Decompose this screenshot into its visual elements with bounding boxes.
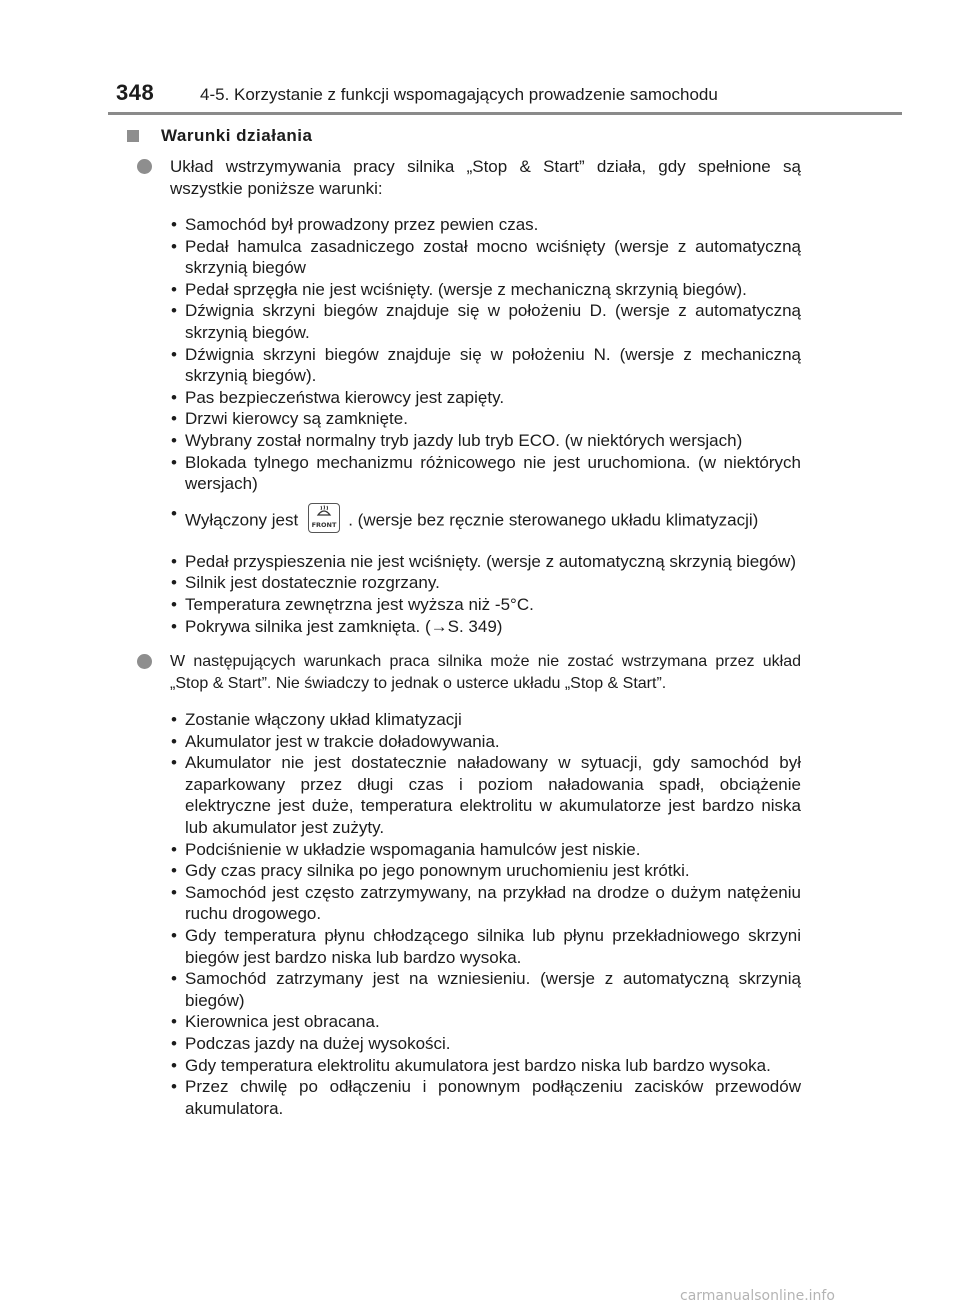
list-item: • Kierownica jest obracana. (170, 1011, 801, 1033)
list-item: • Dźwignia skrzyni biegów znajduje się w położeniu N. (wersje z mechaniczną skrzynią biegów). (170, 344, 801, 387)
list-item: • Podciśnienie w układzie wspomagania hamulców jest niskie. (170, 839, 801, 861)
page-number: 348 (116, 80, 155, 105)
exceptions-intro (127, 651, 801, 695)
page-header (108, 78, 902, 114)
front-icon-label: FRONT (311, 520, 337, 529)
section-title: Warunki działania (161, 126, 313, 145)
list-item: • Dźwignia skrzyni biegów znajduje się w położeniu D. (wersje z automatyczną skrzynią biegów. (170, 300, 801, 343)
list-item: • Samochód jest często zatrzymywany, na przykład na drodze o dużym natężeniu ruchu drogowego. (170, 882, 801, 925)
conditions-list-continued (127, 551, 801, 637)
list-item: • Pedał hamulca zasadniczego został mocno wciśnięty (wersje z automatyczną skrzynią biegów (170, 236, 801, 279)
conditions-list (127, 214, 801, 495)
list-item: • Akumulator jest w trakcie doładowywania. (170, 731, 801, 753)
list-item: • Zostanie włączony układ klimatyzacji (170, 709, 801, 731)
list-item-text: . (wersje bez ręcznie sterowanego układu klimatyzacji) (348, 510, 759, 530)
list-item: • Podczas jazdy na dużej wysokości. (170, 1033, 801, 1055)
watermark: carmanualsonline.info (680, 1288, 835, 1304)
list-item: • Samochód był prowadzony przez pewien czas. (170, 214, 801, 236)
front-defroster-icon (308, 503, 340, 533)
list-item: • Przez chwilę po odłączeniu i ponownym podłączeniu zacisków przewodów akumulatora. (170, 1076, 801, 1119)
list-item: • Gdy czas pracy silnika po jego ponownym uruchomieniu jest krótki. (170, 860, 801, 882)
list-item: • Samochód zatrzymany jest na wzniesieniu. (wersje z automatyczną skrzynią biegów) (170, 968, 801, 1011)
list-item: • Pokrywa silnika jest zamknięta. (→S. 349) (170, 616, 801, 638)
circle-bullet-icon (137, 159, 152, 174)
exceptions-list (127, 709, 801, 1119)
list-item: • Pas bezpieczeństwa kierowcy jest zapięty. (170, 387, 801, 409)
list-item: • Silnik jest dostatecznie rozgrzany. (170, 572, 801, 594)
list-item-text: Wyłączony jest (185, 510, 299, 530)
conditions-list-icon (127, 503, 801, 539)
square-bullet-icon (127, 130, 139, 142)
list-item: • Pedał przyspieszenia nie jest wciśnięty. (wersje z automatyczną skrzynią biegów) (170, 551, 801, 573)
header-rule (108, 112, 902, 115)
conditions-intro (127, 156, 801, 200)
list-item: • Temperatura zewnętrzna jest wyższa niż -5°C. (170, 594, 801, 616)
page-content (127, 124, 801, 1119)
list-item: • Blokada tylnego mechanizmu różnicowego nie jest uruchomiona. (w niektórych wersjach) (170, 452, 801, 495)
circle-bullet-icon (137, 654, 152, 669)
list-item: • Gdy temperatura płynu chłodzącego silnika lub płynu przekładniowego skrzyni biegów jest bardzo niska lub bardzo wysoka. (170, 925, 801, 968)
list-item: • Drzwi kierowcy są zamknięte. (170, 408, 801, 430)
list-item: • Wybrany został normalny tryb jazdy lub tryb ECO. (w niektórych wersjach) (170, 430, 801, 452)
chapter-title: 4-5. Korzystanie z funkcji wspomagających prowadzenie samochodu (200, 85, 718, 104)
list-item-defroster (170, 503, 801, 539)
list-item: • Pedał sprzęgła nie jest wciśnięty. (wersje z mechaniczną skrzynią biegów). (170, 279, 801, 301)
exceptions-intro-text: W następujących warunkach praca silnika może nie zostać wstrzymana przez układ „Stop & Start”. Nie świadczy to jednak o usterce układu „Stop & Start”. (170, 653, 801, 693)
list-item: • Gdy temperatura elektrolitu akumulatora jest bardzo niska lub bardzo wysoka. (170, 1055, 801, 1077)
list-item: • Akumulator nie jest dostatecznie naładowany w sytuacji, gdy samochód był zaparkowany przez długi czas i poziom naładowania spadł, obciążenie elektryczne jest duże, temperatura elektrolitu w akumulatorze jest bardzo niska lub akumulator jest zużyty. (170, 752, 801, 838)
section-heading (127, 124, 801, 152)
conditions-intro-text: Układ wstrzymywania pracy silnika „Stop & Start” działa, gdy spełnione są wszystkie poniższe warunki: (170, 157, 801, 198)
